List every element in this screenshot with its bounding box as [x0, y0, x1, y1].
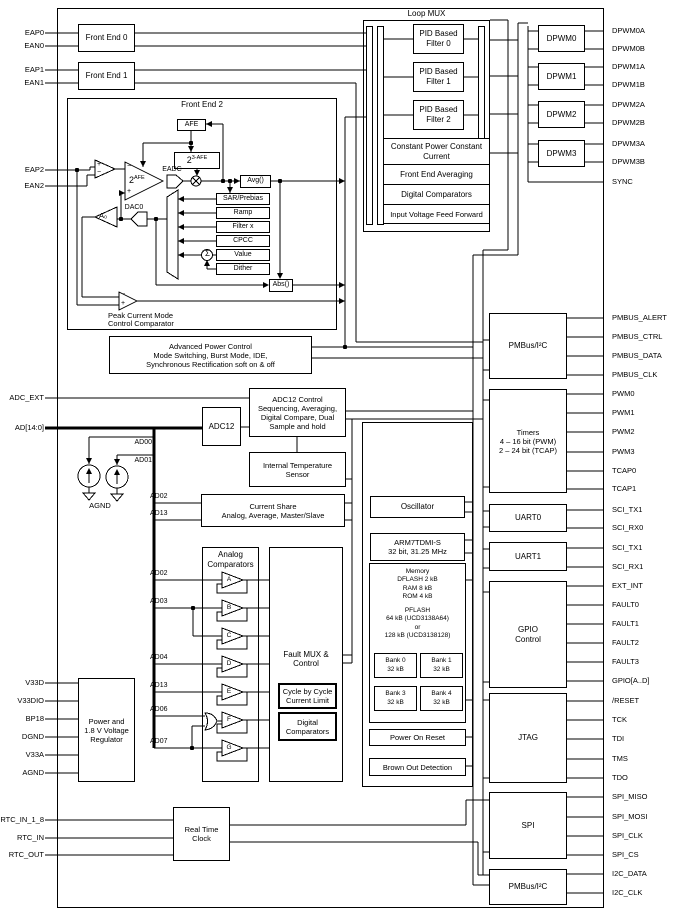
dpwm3-block: DPWM3 [538, 140, 585, 167]
pin-fault2: FAULT2 [612, 638, 639, 647]
afe-scale-block: $2^{3-AFE}$ [174, 152, 220, 169]
dpwm0-block: DPWM0 [538, 25, 585, 52]
abs-block: Abs() [269, 279, 293, 292]
arm-block: ARM7TDMI-S 32 bit, 31.25 MHz [370, 533, 465, 561]
pin-dpwm2a: DPWM2A [612, 100, 645, 109]
dac0-label: DAC0 [124, 204, 144, 211]
pin-sci-rx1: SCI_RX1 [612, 562, 644, 571]
eadc-label: EADC [162, 166, 182, 173]
ad04-label: AD04 [150, 654, 168, 661]
minus-mark: − [97, 169, 102, 176]
pin-spi-clk: SPI_CLK [612, 831, 643, 840]
pin-reset: /RESET [612, 696, 640, 705]
pin-eap1: EAP1 [24, 65, 44, 74]
pin-spi-miso: SPI_MISO [612, 792, 648, 801]
pin-pwm3: PWM3 [612, 447, 635, 456]
pid-filter-2-block: PID Based Filter 2 [413, 100, 464, 130]
plus-mark: + [97, 161, 102, 168]
dpwm1-block: DPWM1 [538, 63, 585, 90]
real-time-clock-block: Real Time Clock [173, 807, 230, 861]
ad13-label: AD13 [150, 510, 168, 517]
afe-block: AFE [177, 119, 206, 131]
comparator-letter: E [226, 688, 232, 695]
front-end-2-container [67, 98, 337, 330]
pin-pmbus-ctrl: PMBUS_CTRL [612, 332, 663, 341]
power-regulator-block: Power and 1.8 V Voltage Regulator [78, 678, 135, 782]
ad06-label: AD06 [150, 706, 168, 713]
pin-fault0: FAULT0 [612, 600, 639, 609]
pin-sci-rx0: SCI_RX0 [612, 523, 644, 532]
pin-dgnd: DGND [21, 732, 44, 741]
bank4-block: Bank 4 32 kB [420, 686, 463, 711]
pin-pwm0: PWM0 [612, 389, 635, 398]
pin-dpwm1b: DPWM1B [612, 80, 645, 89]
comparator-letter: A [226, 576, 232, 583]
minus-mark: − [127, 163, 132, 170]
front-end-1-block: Front End 1 [78, 62, 135, 90]
pin-ext-int: EXT_INT [612, 581, 643, 590]
pin-tck: TCK [612, 715, 627, 724]
pin-tcap0: TCAP0 [612, 466, 637, 475]
pin-v33a: V33A [25, 750, 44, 759]
pin-gpio-ad: GPIO[A..D] [612, 676, 650, 685]
value-block: Value [216, 249, 270, 261]
dpwm2-block: DPWM2 [538, 101, 585, 128]
pin-spi-cs: SPI_CS [612, 850, 639, 859]
pin-fault1: FAULT1 [612, 619, 639, 628]
ad07-label: AD07 [150, 738, 168, 745]
uart0-block: UART0 [489, 504, 567, 532]
pin-tms: TMS [612, 754, 628, 763]
pin-bp18: BP18 [25, 714, 44, 723]
pin-pwm2: PWM2 [612, 427, 635, 436]
pin-spi-mosi: SPI_MOSI [612, 812, 648, 821]
ad01-label: AD01 [134, 457, 152, 464]
power-on-reset-block: Power On Reset [369, 729, 466, 746]
gpio-control-block: GPIO Control [489, 581, 567, 688]
ad13-label: AD13 [150, 682, 168, 689]
pin-i2c-data: I2C_DATA [612, 869, 647, 878]
spi-block: SPI [489, 792, 567, 859]
bank0-block: Bank 0 32 kB [374, 653, 417, 678]
comparator-letter: F [227, 716, 231, 723]
pin-dpwm3a: DPWM3A [612, 139, 645, 148]
digital-comparators-fault-block: Digital Comparators [278, 712, 337, 741]
timers-block: Timers 4 – 16 bit (PWM) 2 – 24 bit (TCAP) [489, 389, 567, 493]
pin-pmbus-clk: PMBUS_CLK [612, 370, 658, 379]
afe-gain-label: $2^{AFE}$ [129, 175, 145, 185]
comparator-letter: D [226, 660, 232, 667]
bank1-block: Bank 1 32 kB [420, 653, 463, 678]
cpcc-function-block: Constant Power Constant Current [383, 138, 490, 165]
dither-block: Dither [216, 263, 270, 275]
uart1-block: UART1 [489, 542, 567, 571]
ad00-label: AD00 [134, 439, 152, 446]
pin-dpwm0b: DPWM0B [612, 44, 645, 53]
ad02-label: AD02 [150, 570, 168, 577]
pin-eap2: EAP2 [24, 165, 44, 174]
pin-dpwm1a: DPWM1A [612, 62, 645, 71]
filter-x-block: Filter x [216, 221, 270, 233]
comparator-letter: C [226, 632, 232, 639]
sigma-label: Σ [205, 249, 210, 258]
pin-rtc-in: RTC_IN [17, 833, 44, 842]
fe-averaging-block: Front End Averaging [383, 164, 490, 185]
ground-icon [111, 494, 123, 501]
pin-rtc-out: RTC_OUT [8, 850, 44, 859]
agnd-label: AGND [89, 501, 111, 510]
oscillator-block: Oscillator [370, 496, 465, 518]
pin-dpwm3b: DPWM3B [612, 157, 645, 166]
ad02-label: AD02 [150, 493, 168, 500]
peak-comparator-label: Peak Current Mode Control Comparator [108, 311, 174, 328]
pin-tcap1: TCAP1 [612, 484, 637, 493]
pin-sync: SYNC [612, 177, 633, 186]
pin-dpwm2b: DPWM2B [612, 118, 645, 127]
adc12-block: ADC12 [202, 407, 241, 446]
loop-mux-title: Loop MUX [407, 9, 446, 18]
pin-tdi: TDI [612, 734, 625, 743]
pin-pwm1: PWM1 [612, 408, 635, 417]
avg-block: Avg() [240, 175, 271, 188]
plus-mark: + [127, 188, 132, 195]
pin-i2c-clk: I2C_CLK [612, 888, 643, 897]
current-share-block: Current Share Analog, Average, Master/Slave [201, 494, 345, 527]
sar-prebias-block: SAR/Prebias [216, 193, 270, 205]
pin-ean0: EAN0 [24, 41, 44, 50]
adc12-control-block: ADC12 Control Sequencing, Averaging, Digital Compare, Dual Sample and hold [249, 388, 346, 437]
cycle-by-cycle-block: Cycle by Cycle Current Limit [278, 683, 337, 709]
bank3-block: Bank 3 32 kB [374, 686, 417, 711]
jtag-block: JTAG [489, 693, 567, 783]
pin-ean1: EAN1 [24, 78, 44, 87]
pin-sci-tx1: SCI_TX1 [612, 543, 643, 552]
pin-fault3: FAULT3 [612, 657, 639, 666]
ad03-label: AD03 [150, 598, 168, 605]
pin-pmbus-data: PMBUS_DATA [612, 351, 662, 360]
minus-mark: − [121, 291, 126, 298]
comparator-letter: B [226, 604, 232, 611]
pmbus-i2c-block: PMBus/I²C [489, 313, 567, 379]
fault-mux-title: Fault MUX & Control [283, 650, 329, 668]
pin-pmbus-alert: PMBUS_ALERT [612, 313, 667, 322]
advanced-power-control-block: Advanced Power Control Mode Switching, Burst Mode, IDE, Synchronous Rectification soft on & off [109, 336, 312, 374]
pin-v33dio: V33DIO [17, 696, 44, 705]
comparator-letter: G [226, 744, 232, 751]
plus-mark: + [121, 300, 126, 307]
pin-rtc-in-1-8: RTC_IN_1_8 [0, 815, 44, 824]
memory-block: Memory DFLASH 2 kB RAM 8 kB ROM 4 kB PFLASH 64 kB (UCD3138A64) or 128 kB (UCD3138128) [369, 563, 466, 723]
cpcc-block: CPCC [216, 235, 270, 247]
pid-filter-0-block: PID Based Filter 0 [413, 24, 464, 54]
pin-dpwm0a: DPWM0A [612, 26, 645, 35]
front-end-0-block: Front End 0 [78, 24, 135, 52]
ramp-block: Ramp [216, 207, 270, 219]
analog-comparators-title: Analog Comparators [207, 550, 254, 569]
front-end-2-title: Front End 2 [181, 100, 223, 109]
pin-agnd: AGND [22, 768, 44, 777]
pin-ad-bus: AD[14:0] [14, 423, 44, 432]
input-voltage-ff-block: Input Voltage Feed Forward [383, 204, 490, 224]
pin-adc-ext: ADC_EXT [9, 393, 44, 402]
ground-icon [83, 493, 95, 500]
pin-eap0: EAP0 [24, 28, 44, 37]
pmbus-i2c-2-block: PMBus/I²C [489, 869, 567, 905]
pin-sci-tx0: SCI_TX1 [612, 505, 643, 514]
internal-temp-sensor-block: Internal Temperature Sensor [249, 452, 346, 487]
pin-tdo: TDO [612, 773, 628, 782]
digital-comparators-block: Digital Comparators [383, 184, 490, 205]
a0-label: A₀ [99, 211, 108, 220]
pid-filter-1-block: PID Based Filter 1 [413, 62, 464, 92]
pin-v33d: V33D [25, 678, 44, 687]
pin-ean2: EAN2 [24, 181, 44, 190]
brown-out-block: Brown Out Detection [369, 758, 466, 776]
